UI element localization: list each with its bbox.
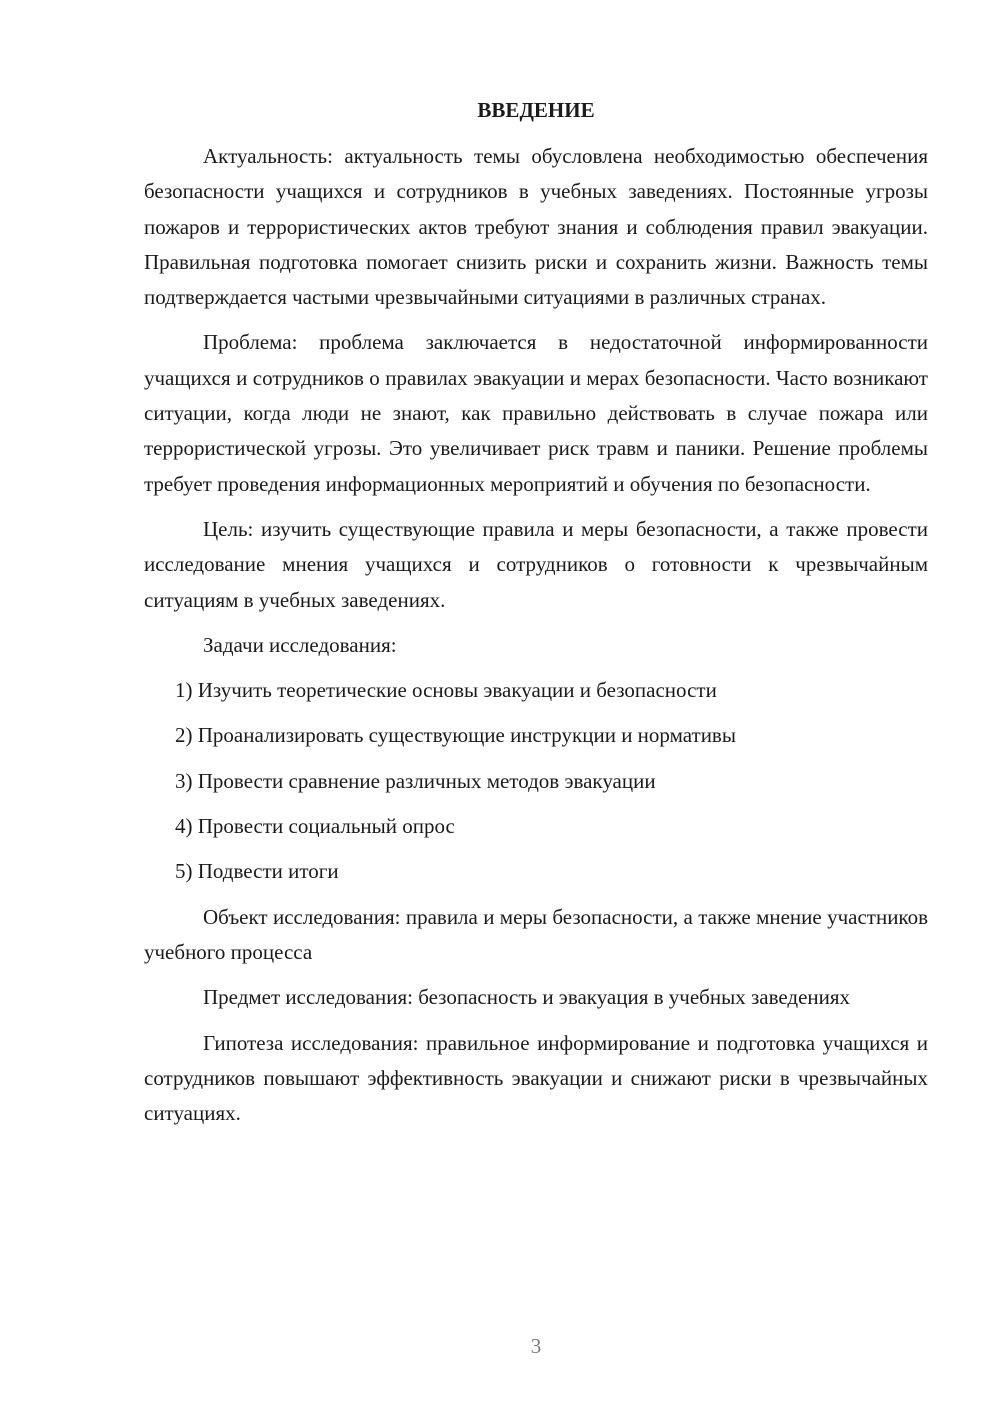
relevance-paragraph: Актуальность: актуальность темы обусловлена необходимостью обеспечения безопасности учащихся и сотрудников в учебных заведениях. Постоянные угрозы пожаров и террористических актов требуют знания и соблюдения правил эвакуации. Правильная подготовка помогает снизить риски и сохранить жизни. Важность темы подтверждается частыми чрезвычайными ситуациями в различных странах.: [144, 144, 928, 310]
list-item: 5) Подвести итоги: [175, 859, 339, 884]
goal-paragraph: Цель: изучить существующие правила и меры безопасности, а также провести исследование мнения учащихся и сотрудников о готовности к чрезвычайным ситуациям в учебных заведениях.: [144, 516, 928, 612]
page-content: [144, 95, 928, 1141]
list-item: 2) Проанализировать существующие инструкции и нормативы: [175, 723, 736, 748]
list-item: 3) Провести сравнение различных методов эвакуации: [175, 768, 656, 793]
page-title: ВВЕДЕНИЕ: [477, 98, 595, 122]
object-paragraph: Объект исследования: правила и меры безопасности, а также мнение участников учебного процесса: [144, 904, 928, 964]
tasks-heading: Задачи исследования:: [203, 632, 397, 657]
subject-paragraph: Предмет исследования: безопасность и эвакуация в учебных заведениях: [203, 985, 851, 1010]
list-item: 4) Провести социальный опрос: [175, 814, 455, 839]
list-item: 1) Изучить теоретические основы эвакуации и безопасности: [175, 678, 717, 703]
hypothesis-paragraph: Гипотеза исследования: правильное информирование и подготовка учащихся и сотрудников повышают эффективность эвакуации и снижают риски в чрезвычайных ситуациях.: [144, 1030, 928, 1126]
page-number: 3: [530, 1334, 542, 1358]
problem-paragraph: Проблема: проблема заключается в недостаточной информированности учащихся и сотрудников о правилах эвакуации и мерах безопасности. Часто возникают ситуации, когда люди не знают, как правильно действовать в случае пожара или террористической угрозы. Это увеличивает риск травм и паники. Решение проблемы требует проведения информационных мероприятий и обучения по безопасности.: [144, 330, 928, 496]
tasks-list: [144, 673, 928, 889]
